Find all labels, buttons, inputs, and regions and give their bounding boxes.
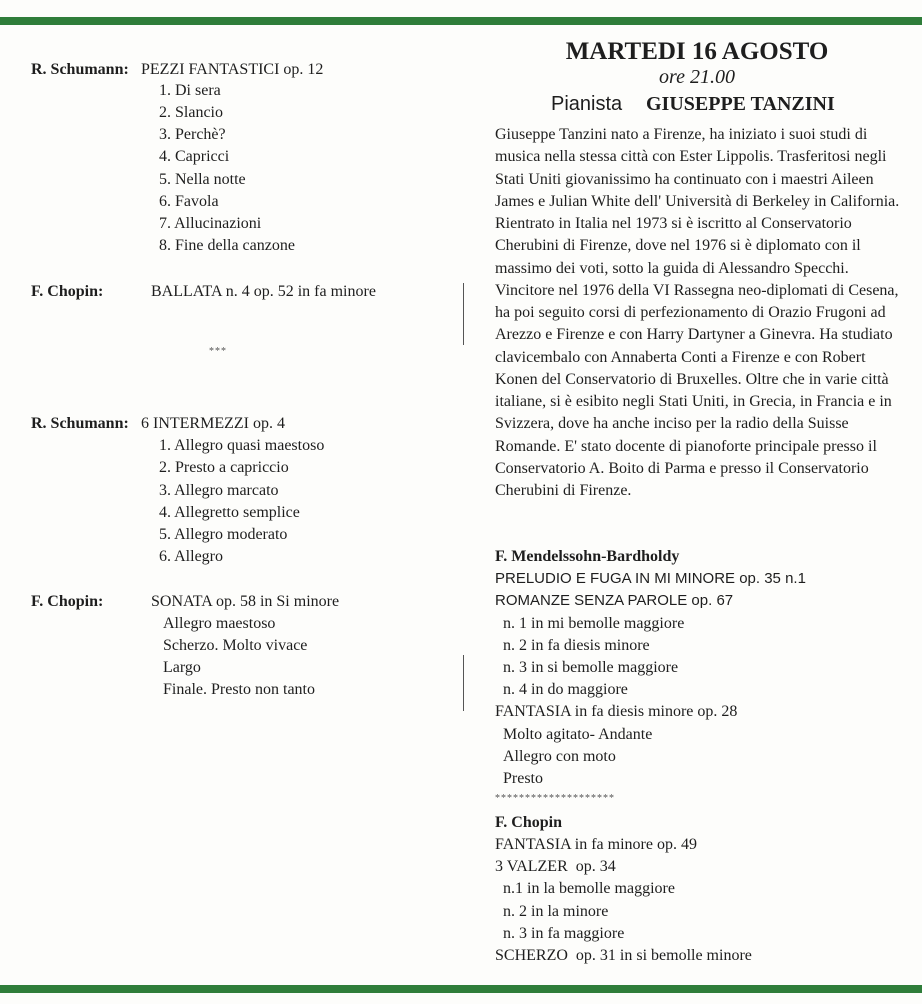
movement-item: Finale. Presto non tanto xyxy=(163,681,315,698)
movement-item: 5. Allegro moderato xyxy=(159,526,288,543)
work-title-romanze: ROMANZE SENZA PAROLE op. 67 xyxy=(495,592,734,609)
work-title-valzer: 3 VALZER op. 34 xyxy=(495,858,616,875)
movement-item: Allegro maestoso xyxy=(163,615,276,632)
work-title-sonata: SONATA op. 58 in Si minore xyxy=(151,593,340,610)
pianist-label: Pianista xyxy=(551,93,623,115)
movement-item: 7. Allucinazioni xyxy=(159,215,262,232)
movement-item: 4. Capricci xyxy=(159,148,230,165)
work-title-pezzi-fantastici: PEZZI FANTASTICI op. 12 xyxy=(141,61,324,78)
movement-item: n. 1 in mi bemolle maggiore xyxy=(503,615,685,632)
concert-time: ore 21.00 xyxy=(659,66,735,88)
composer-schumann-1: R. Schumann: xyxy=(31,61,129,78)
work-title-intermezzi: 6 INTERMEZZI op. 4 xyxy=(141,415,285,432)
movement-item: Scherzo. Molto vivace xyxy=(163,637,308,654)
composer-chopin-2: F. Chopin: xyxy=(31,593,104,610)
work-title-preludio-fuga: PRELUDIO E FUGA IN MI MINORE op. 35 n.1 xyxy=(495,570,806,587)
movement-item: 4. Allegretto semplice xyxy=(159,504,300,521)
movement-item: n. 3 in fa maggiore xyxy=(503,925,625,942)
movement-item: n. 3 in si bemolle maggiore xyxy=(503,659,679,676)
movement-item: 6. Allegro xyxy=(159,548,223,565)
bottom-green-band xyxy=(0,985,922,993)
work-title-ballata: BALLATA n. 4 op. 52 in fa minore xyxy=(151,283,376,300)
movement-item: 2. Presto a capriccio xyxy=(159,459,289,476)
movement-item: 1. Di sera xyxy=(159,82,221,99)
section-separator-stars: ******************** xyxy=(495,793,615,804)
composer-chopin-1: F. Chopin: xyxy=(31,283,104,300)
movement-item: 3. Perchè? xyxy=(159,126,226,143)
movement-item: Presto xyxy=(503,770,543,787)
composer-chopin-3: F. Chopin xyxy=(495,814,562,831)
movement-item: n. 2 in la minore xyxy=(503,903,609,920)
fold-mark-upper xyxy=(463,283,464,345)
pianist-biography: Giuseppe Tanzini nato a Firenze, ha iniziato i suoi studi di musica nella stessa città con Ester Lippolis. Trasferitosi negli Stati Uniti giovanissimo ha continuato con i maestri Aileen James e Julian White dell' Università di Berkeley in California. Rientrato in Italia nel 1973 si è iscritto al Conservatorio Cherubini di Firenze, dove nel 1976 si è diplomato con il massimo dei voti, sotto la guida di Alessandro Specchi. Vincitore nel 1976 della VI Rassegna neo-diplomati di Cesena, ha poi seguito corsi di perfezionamento di Orazio Frugoni ad Arezzo e Firenze e con Harry Dartyner a Ginevra. Ha studiato clavicembalo con Annaberta Conti a Firenze e con Robert Konen del Conservatorio di Bruxelles. Oltre che in varie città italiane, si è esibito negli Stati Uniti, in Grecia, in Francia e in Svizzera, dove ha anche inciso per la radio della Suisse Romande. E' stato docente di pianoforte principale presso il Conservatorio A. Boito di Parma e presso il Conservatorio Cherubini di Firenze. xyxy=(495,126,900,499)
movement-item: 1. Allegro quasi maestoso xyxy=(159,437,325,454)
movement-item: 2. Slancio xyxy=(159,104,223,121)
work-title-fantasia-op28: FANTASIA in fa diesis minore op. 28 xyxy=(495,703,738,720)
concert-date: MARTEDI 16 AGOSTO xyxy=(565,38,829,65)
composer-schumann-2: R. Schumann: xyxy=(31,415,129,432)
movement-item: 5. Nella notte xyxy=(159,171,246,188)
movement-item: 8. Fine della canzone xyxy=(159,237,295,254)
movement-item: Molto agitato- Andante xyxy=(503,726,653,743)
fold-mark-lower xyxy=(463,655,464,711)
section-separator-stars: *** xyxy=(209,346,227,357)
composer-mendelssohn: F. Mendelssohn-Bardholdy xyxy=(495,548,680,565)
movement-item: n. 2 in fa diesis minore xyxy=(503,637,650,654)
work-title-scherzo: SCHERZO op. 31 in si bemolle minore xyxy=(495,947,752,964)
pianist-name: GIUSEPPE TANZINI xyxy=(646,93,835,115)
top-green-band xyxy=(0,17,922,25)
movement-item: n. 4 in do maggiore xyxy=(503,681,628,698)
movement-item: 6. Favola xyxy=(159,193,219,210)
work-title-fantasia-op49: FANTASIA in fa minore op. 49 xyxy=(495,836,697,853)
movement-item: Allegro con moto xyxy=(503,748,616,765)
movement-item: n.1 in la bemolle maggiore xyxy=(503,880,675,897)
movement-item: 3. Allegro marcato xyxy=(159,482,279,499)
movement-item: Largo xyxy=(163,659,201,676)
